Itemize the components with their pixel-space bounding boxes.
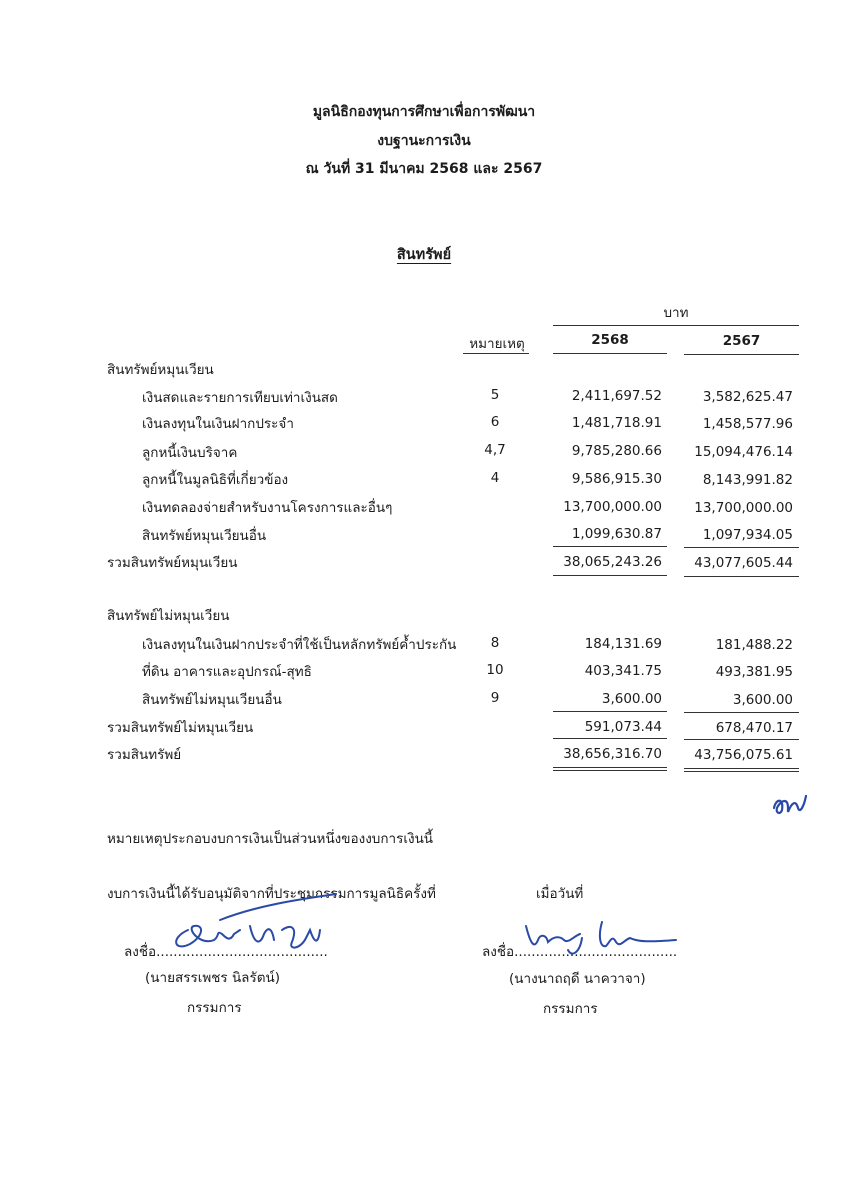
row-label: เงินลงทุนในเงินฝากประจำที่ใช้เป็นหลักทรัพย์ค้ำประกัน <box>142 637 457 653</box>
signature-prefix-right: ลงชื่อ...................................... <box>482 944 678 960</box>
year-2567-header: 2567 <box>722 333 761 349</box>
current-assets-heading: สินทรัพย์หมุนเวียน <box>107 362 214 378</box>
row-value-2567: 15,094,476.14 <box>694 444 793 460</box>
initials-mark <box>770 788 810 818</box>
row-note: 5 <box>490 387 500 403</box>
row-value-2567: 1,097,934.05 <box>702 527 793 543</box>
subtotal-line <box>684 547 799 548</box>
noncurrent-total-2567: 678,470.17 <box>715 720 793 736</box>
currency-underline <box>553 325 799 326</box>
row-label: ที่ดิน อาคารและอุปกรณ์-สุทธิ <box>142 664 312 680</box>
row-label: สินทรัพย์หมุนเวียนอื่น <box>142 528 267 544</box>
approval-date-label: เมื่อวันที่ <box>536 886 584 902</box>
total-line <box>553 738 667 739</box>
subtotal-line <box>684 712 799 713</box>
current-total-2567: 43,077,605.44 <box>694 555 793 571</box>
current-total-2568: 38,065,243.26 <box>563 554 662 570</box>
double-underline <box>684 771 799 772</box>
subtotal-line <box>553 546 667 547</box>
row-label: ลูกหนี้เงินบริจาค <box>142 445 238 461</box>
signatory-role-left: กรรมการ <box>187 1000 242 1016</box>
row-label: เงินสดและรายการเทียบเท่าเงินสด <box>142 390 338 406</box>
noncurrent-assets-total-label: รวมสินทรัพย์ไม่หมุนเวียน <box>107 720 254 736</box>
statement-title: งบฐานะการเงิน <box>377 133 471 149</box>
year-2567-underline <box>684 354 799 355</box>
noncurrent-total-2568: 591,073.44 <box>584 719 662 735</box>
row-value-2567: 493,381.95 <box>715 664 793 680</box>
row-value-2568: 184,131.69 <box>584 636 662 652</box>
row-value-2568: 9,586,915.30 <box>571 471 662 487</box>
footnote-text: หมายเหตุประกอบงบการเงินเป็นส่วนหนึ่งของงบการเงินนี้ <box>107 831 434 847</box>
row-value-2567: 3,600.00 <box>732 692 793 708</box>
noncurrent-assets-heading: สินทรัพย์ไม่หมุนเวียน <box>107 608 230 624</box>
row-label: สินทรัพย์ไม่หมุนเวียนอื่น <box>142 692 282 708</box>
signature-right <box>520 912 680 962</box>
year-2568-underline <box>553 353 667 354</box>
section-title: สินทรัพย์ <box>396 247 452 263</box>
note-column-header: หมายเหตุ <box>469 336 525 352</box>
row-value-2568: 13,700,000.00 <box>563 499 662 515</box>
signature-left <box>160 890 340 960</box>
row-value-2568: 403,341.75 <box>584 663 662 679</box>
row-note: 10 <box>486 662 504 678</box>
signatory-name-right: (นางนาถฤดี นาควาจา) <box>509 971 646 987</box>
total-line <box>684 739 799 740</box>
row-label: เงินลงทุนในเงินฝากประจำ <box>142 416 294 432</box>
row-note: 4,7 <box>484 442 506 458</box>
year-2568-header: 2568 <box>591 332 629 348</box>
total-line <box>553 575 667 576</box>
row-value-2568: 3,600.00 <box>601 691 662 707</box>
double-underline <box>553 767 667 768</box>
row-note: 9 <box>490 690 500 706</box>
subtotal-line <box>553 711 667 712</box>
row-note: 6 <box>490 414 500 430</box>
current-assets-total-label: รวมสินทรัพย์หมุนเวียน <box>107 555 238 571</box>
row-note: 8 <box>490 635 500 651</box>
grand-total-label: รวมสินทรัพย์ <box>107 747 182 763</box>
signatory-name-left: (นายสรรเพชร นิลรัตน์) <box>145 970 280 986</box>
grand-total-2567: 43,756,075.61 <box>694 747 793 763</box>
signatory-role-right: กรรมการ <box>543 1001 598 1017</box>
approval-text: งบการเงินนี้ได้รับอนุมัติจากที่ประชุมกรรมการมูลนิธิครั้งที่ <box>107 886 436 902</box>
organization-name: มูลนิธิกองทุนการศึกษาเพื่อการพัฒนา <box>312 104 536 120</box>
row-value-2567: 8,143,991.82 <box>702 472 793 488</box>
row-value-2567: 1,458,577.96 <box>702 416 793 432</box>
grand-total-2568: 38,656,316.70 <box>563 746 662 762</box>
signature-prefix-left: ลงชื่อ........................................ <box>124 944 328 960</box>
row-value-2568: 1,481,718.91 <box>571 415 662 431</box>
double-underline <box>684 768 799 769</box>
currency-label: บาท <box>663 305 689 321</box>
double-underline <box>553 770 667 771</box>
row-label: เงินทดลองจ่ายสำหรับงานโครงการและอื่นๆ <box>142 500 393 516</box>
note-header-underline <box>463 353 529 354</box>
row-value-2567: 13,700,000.00 <box>694 500 793 516</box>
row-value-2568: 9,785,280.66 <box>571 443 662 459</box>
row-value-2568: 1,099,630.87 <box>571 526 662 542</box>
row-value-2567: 3,582,625.47 <box>702 389 793 405</box>
row-note: 4 <box>490 470 500 486</box>
row-label: ลูกหนี้ในมูลนิธิที่เกี่ยวข้อง <box>142 472 289 488</box>
row-value-2568: 2,411,697.52 <box>571 388 662 404</box>
row-value-2567: 181,488.22 <box>715 637 793 653</box>
total-line <box>684 576 799 577</box>
statement-date: ณ วันที่ 31 มีนาคม 2568 และ 2567 <box>305 161 543 177</box>
